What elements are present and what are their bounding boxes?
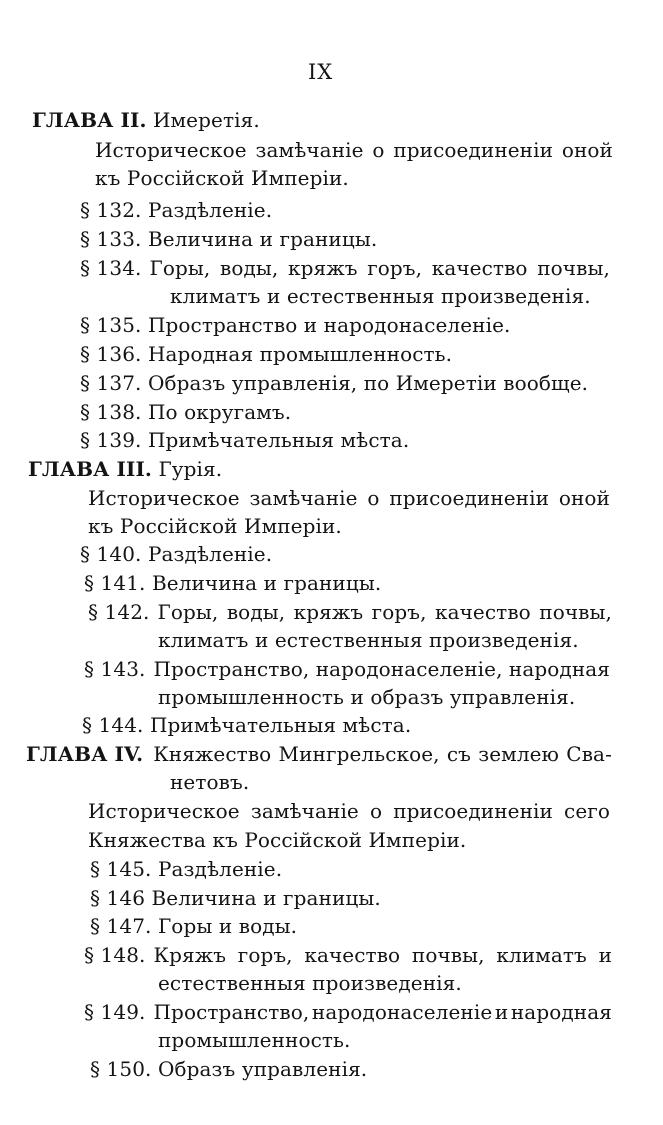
intro-word: о bbox=[367, 486, 380, 510]
section-number: § 141. bbox=[84, 571, 146, 595]
intro-word: присоединеніи bbox=[393, 799, 553, 823]
section-number: § 138. bbox=[80, 400, 142, 424]
chapter-heading bbox=[28, 455, 222, 483]
section-number: § 149. bbox=[84, 1000, 146, 1024]
toc-entry bbox=[80, 340, 452, 368]
section-title-continuation: промышленность и образъ управленія. bbox=[158, 685, 576, 709]
section-title bbox=[154, 998, 613, 1026]
section-title bbox=[154, 941, 613, 969]
section-title bbox=[150, 254, 611, 282]
intro-word: оной bbox=[558, 486, 610, 510]
title-word: и bbox=[494, 1000, 509, 1024]
title-word: горъ, bbox=[371, 600, 427, 624]
intro-word: о bbox=[369, 799, 383, 823]
section-number: § 150. bbox=[90, 1057, 152, 1081]
chapter-intro bbox=[88, 797, 610, 825]
toc-entry bbox=[90, 884, 381, 912]
section-number: § 137. bbox=[80, 371, 142, 395]
intro-word: замѣчаніе bbox=[249, 486, 358, 510]
chapter-intro-continuation: Княжества къ Россійской Имперіи. bbox=[88, 828, 467, 852]
section-title: Горы и воды. bbox=[157, 914, 298, 938]
section-title-continuation: естественныя произведенія. bbox=[158, 971, 462, 995]
intro-word: о bbox=[372, 138, 385, 162]
chapter-intro bbox=[88, 484, 610, 512]
title-word: землею bbox=[478, 742, 560, 766]
section-title: Величина и границы. bbox=[151, 571, 382, 595]
toc-entry bbox=[90, 855, 282, 883]
chapter-heading bbox=[32, 106, 260, 134]
title-word: кряжъ bbox=[288, 256, 358, 280]
section-number: § 140. bbox=[80, 542, 142, 566]
intro-word: оной bbox=[561, 138, 613, 162]
toc-entry bbox=[80, 426, 409, 454]
title-word: горъ, bbox=[237, 943, 293, 967]
intro-word: замѣчаніе bbox=[255, 138, 364, 162]
toc-entry bbox=[80, 254, 610, 282]
section-number: § 145. bbox=[90, 857, 152, 881]
title-word: Пространство, bbox=[153, 657, 310, 681]
toc-entry bbox=[80, 225, 377, 253]
toc-entry bbox=[84, 941, 612, 969]
section-number: § 134. bbox=[80, 256, 142, 280]
title-word: Горы, bbox=[149, 256, 211, 280]
section-title-continuation: климатъ и естественныя произведенія. bbox=[158, 628, 579, 652]
toc-entry bbox=[82, 711, 411, 739]
title-word: Горы, bbox=[157, 600, 219, 624]
toc-entry bbox=[80, 196, 272, 224]
section-title: Раздѣленіе. bbox=[147, 198, 273, 222]
intro-word: Историческое bbox=[95, 138, 247, 162]
title-word: народонаселеніе, bbox=[315, 657, 503, 681]
title-word: почвы, bbox=[537, 256, 610, 280]
title-word: народная bbox=[508, 657, 610, 681]
intro-word: Историческое bbox=[88, 799, 240, 823]
intro-word: присоединеніи bbox=[389, 486, 550, 510]
page-number: IX bbox=[308, 60, 334, 84]
chapter-intro bbox=[95, 136, 613, 164]
intro-word: замѣчаніе bbox=[250, 799, 359, 823]
section-number: § 146 bbox=[90, 886, 146, 910]
chapter-title: Имеретія. bbox=[152, 108, 260, 132]
title-word: почвы, bbox=[539, 600, 612, 624]
section-number: § 142. bbox=[88, 600, 150, 624]
section-number: § 132. bbox=[80, 198, 142, 222]
section-number: § 139. bbox=[80, 428, 142, 452]
toc-entry bbox=[80, 311, 511, 339]
chapter-title-continuation: нетовъ. bbox=[170, 770, 250, 794]
section-title bbox=[158, 598, 613, 626]
section-number: § 136. bbox=[80, 342, 142, 366]
title-word: качество bbox=[434, 600, 531, 624]
toc-entry bbox=[84, 569, 381, 597]
section-title: Образъ управленія, по Имеретіи вообще. bbox=[147, 371, 589, 395]
toc-entry bbox=[84, 998, 612, 1026]
toc-entry bbox=[80, 369, 588, 397]
title-word: воды, bbox=[220, 256, 279, 280]
chapter-title bbox=[153, 740, 612, 768]
section-title: Пространство и народонаселеніе. bbox=[147, 313, 511, 337]
title-word: почвы, bbox=[411, 943, 485, 967]
section-number: § 148. bbox=[84, 943, 146, 967]
title-word: кряжъ bbox=[293, 600, 364, 624]
chapter-label: ГЛАВА II. bbox=[32, 108, 147, 132]
title-word: народная bbox=[510, 1000, 612, 1024]
chapter-heading bbox=[26, 740, 612, 768]
intro-word: сего bbox=[564, 799, 610, 823]
title-word: Кряжъ bbox=[153, 943, 227, 967]
section-title: Народная промышленность. bbox=[147, 342, 453, 366]
chapter-intro-continuation: къ Россійской Имперіи. bbox=[88, 514, 342, 538]
section-title bbox=[154, 655, 611, 683]
title-word: воды, bbox=[226, 600, 286, 624]
chapter-label: ГЛАВА III. bbox=[28, 457, 152, 481]
title-word: качество bbox=[304, 943, 401, 967]
section-number: § 135. bbox=[80, 313, 142, 337]
title-word: качество bbox=[431, 256, 528, 280]
section-number: § 147. bbox=[90, 914, 152, 938]
intro-word: присоединеніи bbox=[393, 138, 554, 162]
section-number: § 133. bbox=[80, 227, 142, 251]
chapter-label: ГЛАВА IV. bbox=[26, 742, 144, 766]
toc-entry bbox=[84, 655, 610, 683]
title-word: Сва- bbox=[566, 742, 612, 766]
chapter-title: Гурія. bbox=[158, 457, 223, 481]
section-title: Величина и границы. bbox=[151, 886, 381, 910]
section-title: Раздѣленіе. bbox=[147, 542, 273, 566]
title-word: народонаселеніе bbox=[311, 1000, 493, 1024]
title-word: Княжество bbox=[153, 742, 272, 766]
toc-entry bbox=[90, 1055, 367, 1083]
title-word: и bbox=[598, 943, 612, 967]
title-word: горъ, bbox=[367, 256, 423, 280]
title-word: Мингрельское, bbox=[278, 742, 440, 766]
title-word: климатъ bbox=[496, 943, 587, 967]
section-title-continuation: промышленность. bbox=[158, 1028, 351, 1052]
section-title: Раздѣленіе. bbox=[157, 857, 283, 881]
section-title: Примѣчательныя мѣста. bbox=[149, 713, 412, 737]
toc-entry bbox=[88, 598, 612, 626]
intro-word: Историческое bbox=[88, 486, 240, 510]
section-number: § 143. bbox=[84, 657, 146, 681]
toc-entry bbox=[80, 398, 291, 426]
chapter-intro-continuation: къ Россійской Имперіи. bbox=[95, 166, 349, 190]
title-word: Пространство, bbox=[153, 1000, 310, 1024]
section-title: Величина и границы. bbox=[147, 227, 378, 251]
title-word: съ bbox=[446, 742, 471, 766]
section-title: Примѣчательныя мѣста. bbox=[147, 428, 410, 452]
section-title-continuation: климатъ и естественныя произведенія. bbox=[170, 284, 591, 308]
toc-entry bbox=[80, 540, 272, 568]
section-number: § 144. bbox=[82, 713, 144, 737]
section-title: По округамъ. bbox=[147, 400, 292, 424]
toc-entry bbox=[90, 912, 297, 940]
section-title: Образъ управленія. bbox=[157, 1057, 368, 1081]
